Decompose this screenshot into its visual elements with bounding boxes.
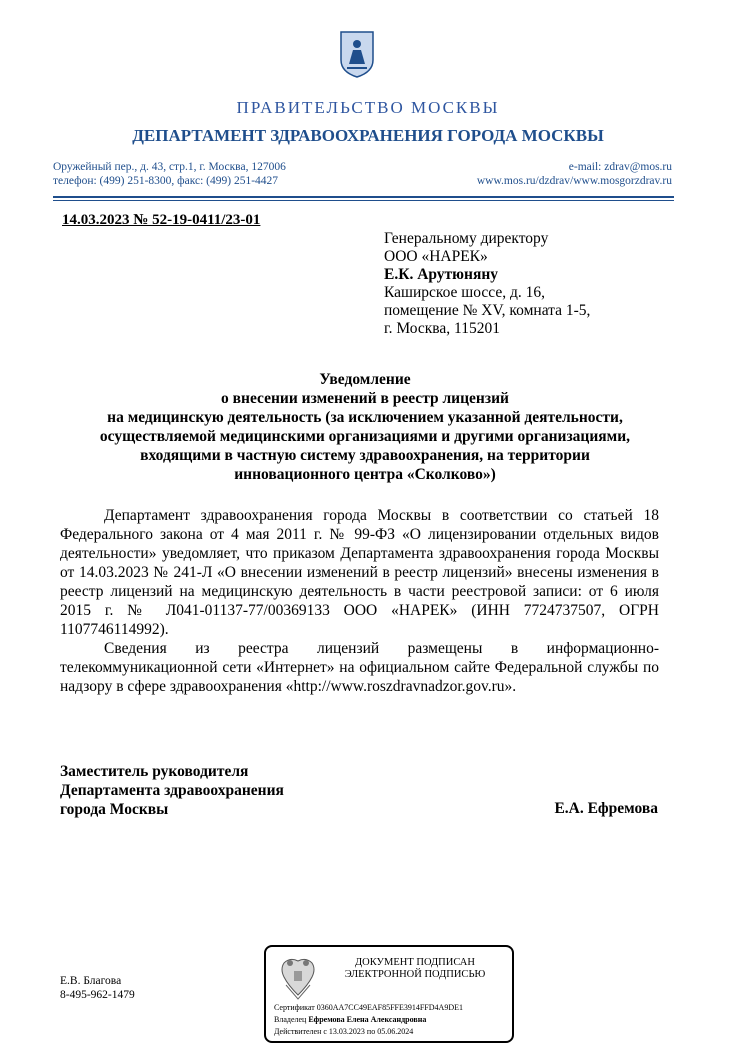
contact-web [477,160,672,188]
stamp-heading [322,957,508,981]
stamp-heading-line: ЭЛЕКТРОННОЙ ПОДПИСЬЮ [344,969,486,980]
contact-address [53,160,286,188]
document-title [60,370,670,484]
title-line: Уведомление [319,371,411,388]
stamp-certificate: Сертификат 0360AA7CC49EAF85FFE3914FFD4A9DE1 [274,1003,463,1012]
address-line: Оружейный пер., д. 43, стр.1, г. Москва, 127006 [53,161,286,173]
stamp-validity: Действителен с 13.03.2023 по 05.06.2024 [274,1027,414,1036]
stamp-details [274,1002,463,1038]
title-line: осуществляемой медицинскими организациями и другими организациями, [99,428,631,445]
moscow-coat-of-arms-icon [339,30,375,78]
recipient-block [384,230,590,338]
header-divider-thin [53,200,674,201]
electronic-signature-stamp [264,945,514,1043]
government-name: ПРАВИТЕЛЬСТВО МОСКВЫ [236,98,500,117]
executor-phone: 8-495-962-1479 [60,989,135,1001]
registration-number: 14.03.2023 № 52-19-0411/23-01 [62,212,261,228]
stamp-heading-line: ДОКУМЕНТ ПОДПИСАН [355,957,475,968]
body-paragraph: Сведения из реестра лицензий размещены в информационно-телекоммуникационной сети «Интернет» на официальном сайте Федеральной службы по надзору в сфере здравоохранения «http://www.roszdravnadzor.gov.ru». [60,640,659,695]
signatory-position [60,762,284,819]
executor-block [60,974,135,1002]
phone-line: телефон: (499) 251-8300, факс: (499) 251-4427 [53,175,279,187]
title-line: о внесении изменений в реестр лицензий [221,390,509,407]
header-divider [53,196,674,198]
recipient-address-2: помещение № XV, комната 1-5, [384,302,591,319]
signatory-name: Е.А. Ефремова [554,800,658,817]
position-line: Заместитель руководителя [60,763,249,780]
stamp-owner: Владелец Ефремова Елена Александровна [274,1015,427,1024]
recipient-position: Генеральному директору [384,230,549,247]
recipient-address-1: Каширское шоссе, д. 16, [384,284,545,301]
recipient-name: Е.К. Арутюняну [384,266,499,283]
russian-coat-of-arms-icon [276,955,320,1001]
recipient-address-3: г. Москва, 115201 [384,320,500,337]
position-line: Департамента здравоохранения [60,782,284,799]
department-name: ДЕПАРТАМЕНТ ЗДРАВООХРАНЕНИЯ ГОРОДА МОСКВЫ [132,126,604,145]
title-line: входящими в частную систему здравоохранения, на территории [140,447,590,464]
position-line: города Москвы [60,801,169,818]
document-body [60,506,659,696]
recipient-company: ООО «НАРЕК» [384,248,488,265]
email-line: e-mail: zdrav@mos.ru [568,161,672,173]
title-line: на медицинскую деятельность (за исключением указанной деятельности, [107,409,623,426]
executor-name: Е.В. Благова [60,975,122,987]
web-line: www.mos.ru/dzdrav/www.mosgorzdrav.ru [476,175,672,187]
body-paragraph: Департамент здравоохранения города Москвы в соответствии со статьей 18 Федерального закона от 4 мая 2011 г. № 99-ФЗ «О лицензировании отдельных видов деятельности» уведомляет, что приказом Департамента здравоохранения города Москвы от 14.03.2023 № 241-Л «О внесении изменений в реестр лицензий» внесены изменения в реестр лицензий на медицинскую деятельность в части реестровой записи: от 6 июля 2015 г. № Л041-01137-77/00369133 ООО «НАРЕК» (ИНН 7724737507, ОГРН 1107746114992). [60,507,659,638]
title-line: инновационного центра «Сколково») [234,466,496,483]
